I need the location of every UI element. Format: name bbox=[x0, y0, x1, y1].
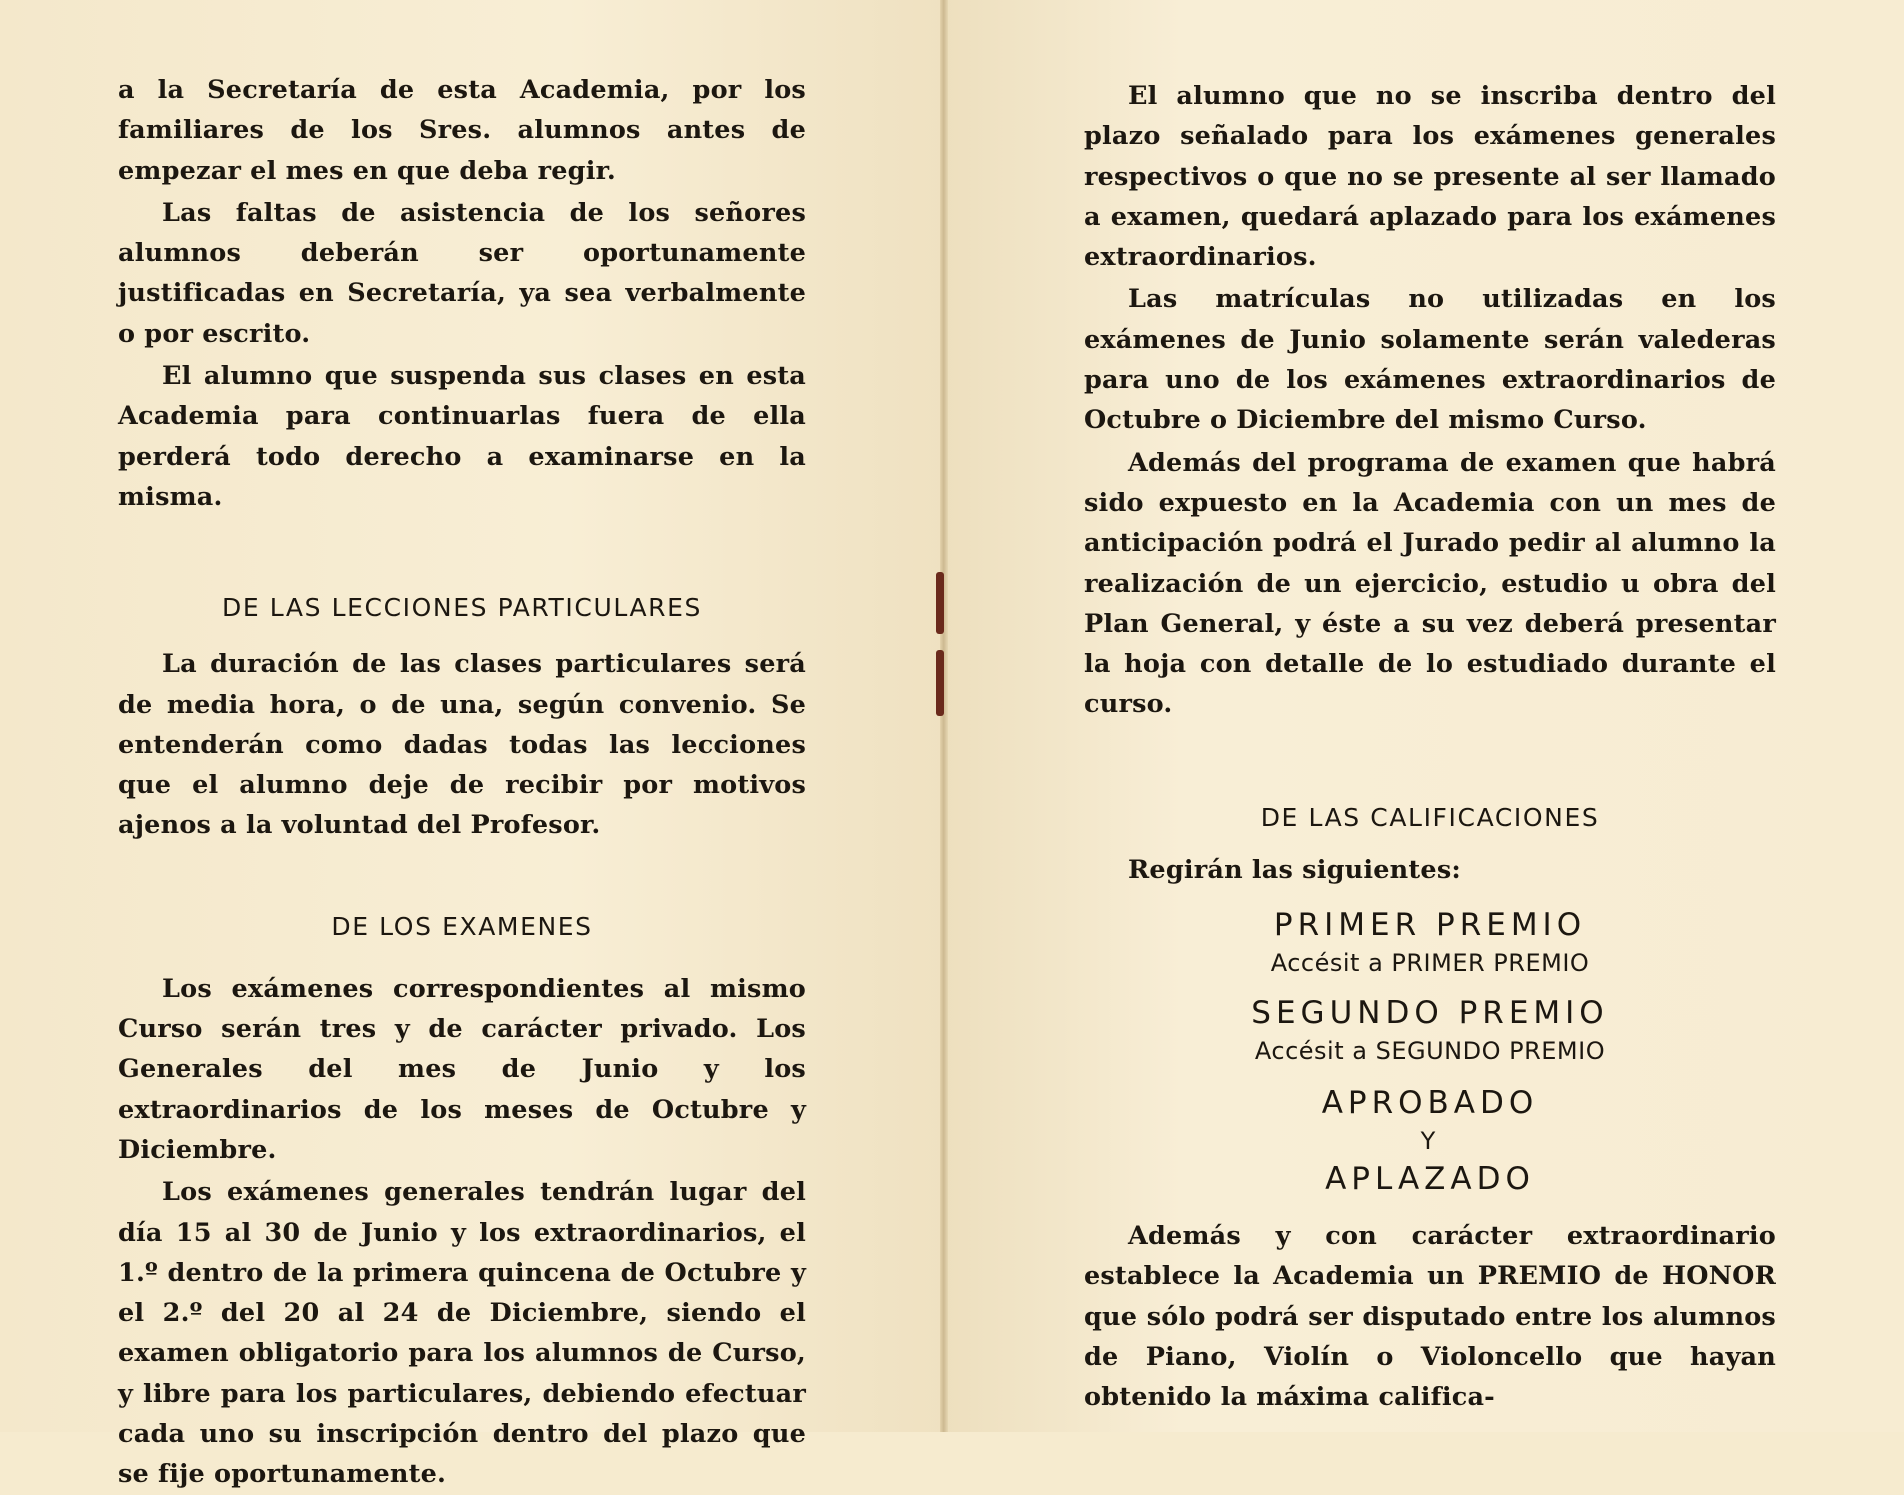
paragraph-programa: Además del programa de examen que habrá sido expuesto en la Academia con un mes de anticipación podrá el Jurado pedir al alumno la realización de un ejercicio, estudio u obra del Plan General, y éste a su vez deberá presentar la hoja con detalle de lo estudiado durante el curso. bbox=[1084, 447, 1776, 720]
grade-y: Y bbox=[1420, 1127, 1440, 1156]
paragraph-matriculas: Las matrículas no utilizadas en los exámenes de Junio solamente serán valederas para uno de los exámenes extraordinarios de Octubre o Diciembre del mismo Curso. bbox=[1084, 284, 1776, 436]
binding-stitch-upper bbox=[936, 572, 944, 634]
paragraph-suspenda: El alumno que suspenda sus clases en esta Academia para continuarlas fuera de ella perderá todo derecho a examinarse en la misma. bbox=[118, 361, 806, 512]
grade-accesit-primer: Accésit a PRIMER PREMIO bbox=[1270, 949, 1590, 978]
paragraph-lecciones: La duración de las clases particulares será de media hora, o de una, según convenio. Se entenderán como dadas todas las lecciones que el alumno deje de recibir por motivos ajenos a la voluntad del Profesor. bbox=[118, 649, 806, 841]
book-gutter bbox=[940, 0, 948, 1432]
grades-intro: Regirán las siguientes: bbox=[1128, 854, 1461, 885]
paragraph-premio-honor: Además y con carácter extraordinario establece la Academia un PREMIO de HONOR que sólo podrá ser disputado entre los alumnos de Piano, Violín o Violoncello que hayan obtenido la máxima califica- bbox=[1084, 1221, 1776, 1413]
left-page bbox=[0, 0, 944, 1490]
paragraph-inscriba: El alumno que no se inscriba dentro del plazo señalado para los exámenes generales respectivos o que no se presente al ser llamado a examen, quedará aplazado para los exámenes extraordinarios. bbox=[1084, 81, 1776, 273]
grade-segundo-premio: SEGUNDO PREMIO bbox=[1251, 995, 1609, 1032]
heading-lecciones: DE LAS LECCIONES PARTICULARES bbox=[222, 593, 702, 623]
grade-accesit-segundo: Accésit a SEGUNDO PREMIO bbox=[1254, 1037, 1606, 1066]
left-text-column bbox=[118, 70, 806, 1495]
paragraph-examenes-generales: Los exámenes generales tendrán lugar del día 15 al 30 de Junio y los extraordinarios, el 1.º dentro de la primera quincena de Octubre y el 2.º del 20 al 24 de Diciembre, siendo el examen obligatorio para los alumnos de Curso, y libre para los particulares, debiendo efectuar cada uno su inscripción dentro del plazo que se fije oportunamente. bbox=[118, 1177, 806, 1490]
grade-primer-premio: PRIMER PREMIO bbox=[1273, 907, 1587, 944]
heading-examenes: DE LOS EXAMENES bbox=[331, 911, 593, 941]
heading-calificaciones: DE LAS CALIFICACIONES bbox=[1260, 802, 1600, 832]
grades-list bbox=[1084, 904, 1776, 1200]
right-text-column bbox=[1084, 76, 1776, 1418]
paragraph-secretaria: a la Secretaría de esta Academia, por los familiares de los Sres. alumnos antes de empezar el mes en que deba regir. bbox=[118, 75, 806, 186]
paragraph-examenes-curso: Los exámenes correspondientes al mismo Curso serán tres y de carácter privado. Los Generales del mes de Junio y los extraordinarios de los meses de Octubre y Diciembre. bbox=[118, 973, 806, 1165]
right-page bbox=[944, 0, 1904, 1432]
grade-aplazado: APLAZADO bbox=[1325, 1161, 1535, 1198]
paragraph-faltas: Las faltas de asistencia de los señores alumnos deberán ser oportunamente justificadas en Secretaría, ya sea verbalmente o por escrito. bbox=[118, 197, 806, 349]
grade-aprobado: APROBADO bbox=[1321, 1085, 1539, 1122]
binding-stitch-lower bbox=[936, 650, 944, 716]
